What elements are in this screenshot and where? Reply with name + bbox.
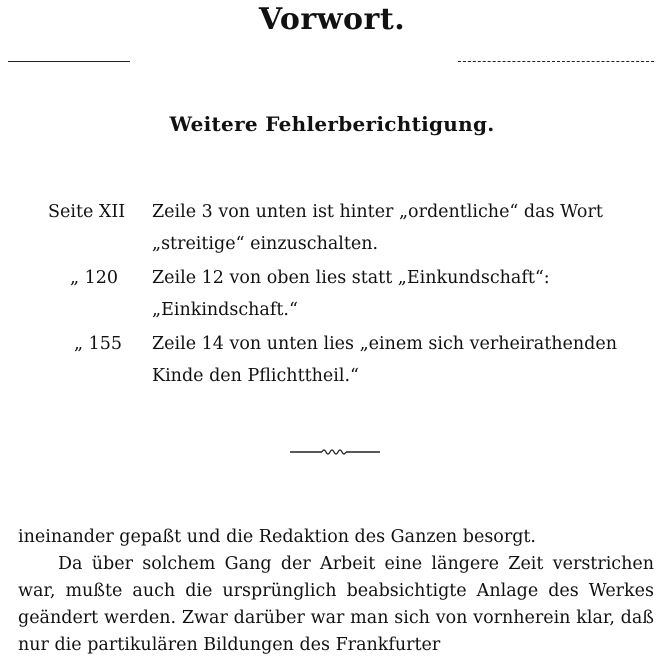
body-text xyxy=(18,524,654,659)
header-rule-left xyxy=(8,61,130,62)
header-rule-right xyxy=(458,61,654,62)
erratum-text: Zeile 14 von unten lies „einem sich verheirathenden Kinde den Pflichttheil.“ xyxy=(152,334,617,386)
section-heading: Weitere Fehlerberichtigung. xyxy=(169,112,495,136)
erratum-entry xyxy=(0,262,664,332)
page-title: Vorwort. xyxy=(258,2,406,37)
erratum-text: Zeile 3 von unten ist hinter „ordentliche“ das Wort „streitige“ einzuschalten. xyxy=(152,202,603,254)
erratum-entry xyxy=(0,196,664,266)
erratum-text: Zeile 12 von oben lies statt „Einkundschaft“: „Einkindschaft.“ xyxy=(152,268,550,320)
body-paragraph: Da über solchem Gang der Arbeit eine längere Zeit verstrichen war, mußte auch die ursprünglich beabsichtigte Anlage des Werkes geändert werden. Zwar darüber war man sich von vornherein klar, daß nur die partikulären Bildungen des Frankfurter xyxy=(18,554,654,655)
ornament-divider xyxy=(290,446,380,458)
erratum-page-ref: „ 155 xyxy=(74,334,123,354)
erratum-entry xyxy=(0,328,664,398)
erratum-page-ref: „ 120 xyxy=(70,268,119,288)
erratum-page-ref: Seite XII xyxy=(48,202,126,222)
body-line: ineinander gepaßt und die Redaktion des Ganzen besorgt. xyxy=(18,527,536,547)
